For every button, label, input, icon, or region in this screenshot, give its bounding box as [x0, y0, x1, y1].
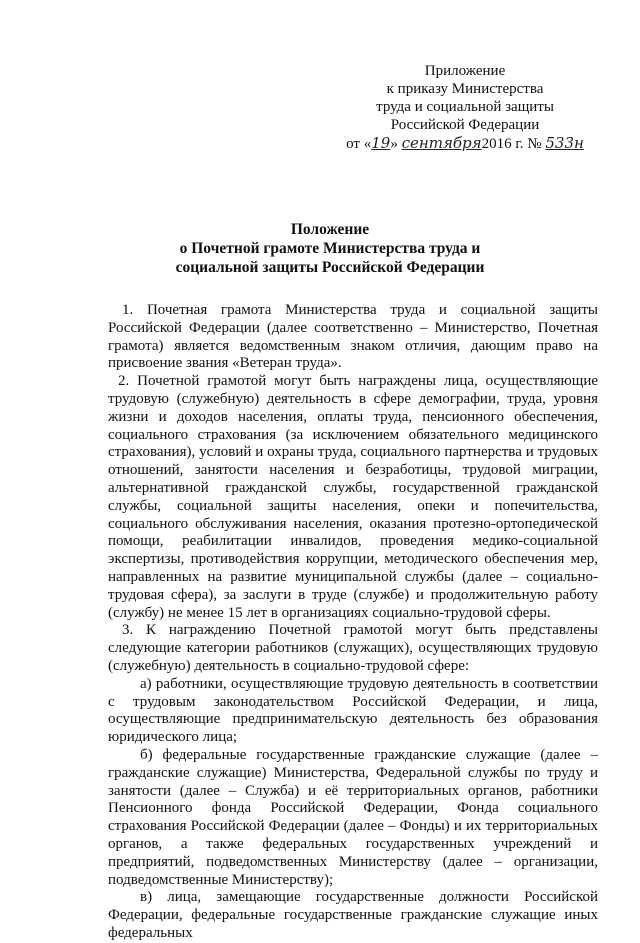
paragraph-2: 2. Почетной грамотой могут быть награждены лица, осуществляющие трудовую (служебную) деятельность в сфере демографии, труда, уровня жизни и доходов населения, оплаты труда, пенсионного обеспечения, социального страхования (за исключением обязательного медицинского страхования), условий и охраны труда, социального партнерства и трудовых отношений, занятости населения и безработицы, трудовой миграции, альтернативной гражданской службы, государственной гражданской службы, социальной защиты населения, опеки и попечительства, социального обслуживания населения, оказания протезно-ортопедической помощи, реабилитации инвалидов, проведения медико-социальной экспертизы, противодействия коррупции, методического обеспечения мер, направленных на развитие муниципальной службы (далее – социально-трудовая сфера), за заслуги в труде (службе) и продолжительную работу (службу) не менее 15 лет в организациях социально-трудовой сферы.	[108, 373, 598, 621]
date-mid: »	[390, 136, 402, 152]
document-title	[110, 220, 550, 277]
document-body	[108, 302, 598, 943]
appendix-header	[330, 62, 600, 153]
appendix-label: Приложение	[424, 63, 506, 79]
appendix-order-ref: к приказу Министерства	[386, 81, 544, 97]
paragraph-1: 1. Почетная грамота Министерства труда и социальной защиты Российской Федерации (далее соответственно – Министерство, Почетная грамота) является ведомственным знаком отличия, дающим право на присвоение звания «Ветеран труда».	[108, 302, 598, 372]
date-year: 2016 г. №	[481, 136, 546, 152]
appendix-date-line	[330, 134, 600, 153]
subparagraph-b: б) федеральные государственные гражданские служащие (далее – гражданские служащие) Министерства, Федеральной службы по труду и занятости (далее – Служба) и её территориальных органов, работники Пенсионного фонда Российской Федерации, Фонда социального страхования Российской Федерации (далее – Фонды) и их территориальных органов, а также федеральных государственных учреждений и предприятий, подведомственных Министерству (далее – организации, подведомственные Министерству);	[108, 746, 598, 888]
title-line-1: Положение	[290, 221, 370, 238]
title-line-2: о Почетной грамоте Министерства труда и	[179, 240, 481, 257]
paragraph-3: 3. К награждению Почетной грамотой могут быть представлены следующие категории работников (служащих), осуществляющих трудовую (служебную) деятельность в социально-трудовой сфере:	[108, 622, 598, 674]
handwritten-number: 533н	[545, 134, 584, 152]
handwritten-day: 19	[371, 134, 391, 152]
handwritten-month: сентября	[401, 134, 482, 152]
title-line-3: социальной защиты Российской Федерации	[175, 259, 485, 276]
subparagraph-a: а) работники, осуществляющие трудовую деятельность в соответствии с трудовым законодательством Российской Федерации, и лица, осуществляющие предпринимательскую деятельность без образования юридического лица;	[108, 675, 598, 746]
subparagraph-v: в) лица, замещающие государственные должности Российской Федерации, федеральные государственные гражданские служащие иных федеральных	[108, 889, 598, 941]
appendix-country: Российской Федерации	[390, 117, 540, 133]
date-prefix: от «	[346, 136, 372, 152]
appendix-ministry: труда и социальной защиты	[376, 99, 554, 115]
